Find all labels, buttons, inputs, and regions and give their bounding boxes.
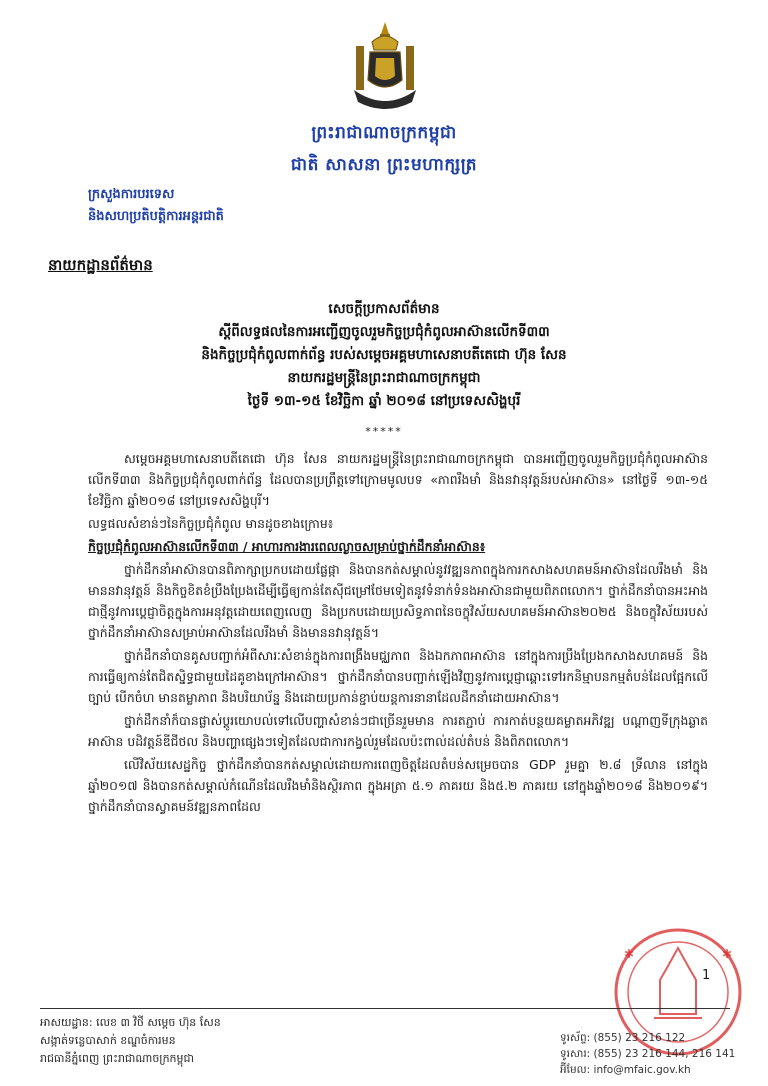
title-subject-line: និងកិច្ចប្រជុំកំពូលពាក់ព័ន្ធ របស់សម្តេចអគ្គមហាសេនាបតីតេជោ ហ៊ុន សែន: [201, 347, 567, 363]
body-paragraph: លើវិស័យសេដ្ឋកិច្ច ថ្នាក់ដឹកនាំបានកត់សម្គាល់ដោយការពេញចិត្តដែលតំបន់សម្រេចបាន GDP រួមគ្នា ២.៨ ទ្រីលាន នៅក្នុងឆ្នាំ២០១៧ និងបានកត់សម្គាល់កំណើនដែលរឹងមាំនិងស្ថិរភាព ក្នុងអត្រា ៥.១ ភាគរយ និង៥.២ ភាគរយ នៅក្នុងឆ្នាំ២០១៨ និង២០១៩។ ថ្នាក់ដឹកនាំបានស្វាគមន៍វឌ្ឍនភាពដែល: [88, 757, 708, 814]
intro-paragraph: សម្តេចអគ្គមហាសេនាបតីតេជោ ហ៊ុន សែន នាយករដ្ឋមន្ត្រីនៃព្រះរាជាណាចក្រកម្ពុជា បានអញ្ជើញចូលរួមកិច្ចប្រជុំកំពូលអាស៊ានលើកទី៣៣ និងកិច្ចប្រជុំកំពូលពាក់ព័ន្ធ ដែលបានប្រព្រឹត្តទៅក្រោមមូលបទ «ភាពរឹងមាំ និងនវានុវត្តន៍របស់អាស៊ាន» នៅថ្ងៃទី ១៣-១៥ ខែវិច្ឆិកា ឆ្នាំ២០១៨ នៅប្រទេសសិង្ហបុរី។: [88, 451, 708, 508]
fax-number: ទូរសារ: (855) 23 216 144, 216 141: [560, 1048, 736, 1060]
footer-contacts: [560, 1030, 740, 1078]
ministry-name-line1: ក្រសួងការបរទេស: [88, 187, 175, 202]
title-subject-line: នាយករដ្ឋមន្ត្រីនៃព្រះរាជាណាចក្រកម្ពុជា: [287, 370, 481, 386]
page-number: 1: [702, 968, 711, 983]
document-body: [88, 448, 708, 819]
footer-divider: [40, 1008, 730, 1009]
body-paragraph: ថ្នាក់ដឹកនាំក៏បានផ្លាស់ប្តូរយោបល់ទៅលើបញ្ហាសំខាន់ៗជាច្រើនរួមមាន ការតភ្ជាប់ ការកាត់បន្ថយគម្លាតអភិវឌ្ឍ បណ្តាញទីក្រុងឆ្លាតអាស៊ាន បដិវត្តន៍ឌីជីថល និងបញ្ហាផ្សេងៗទៀតដែលជាការកង្វល់រួមដែលប៉ះពាល់ដល់តំបន់ និងពិភពលោក។: [88, 713, 708, 749]
svg-text:✱: ✱: [722, 947, 733, 961]
address-line: រាជធានីភ្នំពេញ ព្រះរាជាណាចក្រកម្ពុជា: [40, 1052, 194, 1065]
separator-stars: *****: [365, 425, 403, 438]
phone-number: ទូរស័ព្ទ: (855) 23 216 122: [560, 1032, 686, 1044]
address-line: អាសយដ្ឋាន: លេខ ៣ វិថី សម្តេច ហ៊ុន សែន: [40, 1016, 221, 1029]
footer-address: [40, 1014, 221, 1068]
body-paragraph: ថ្នាក់ដឹកនាំបានគូសបញ្ជាក់អំពីសារៈសំខាន់ក្នុងការពង្រឹងមជ្ឈភាព និងឯកភាពអាស៊ាន នៅក្នុងការប្រឹងប្រែងកសាងសហគមន៍ និងការធ្វើឲ្យកាន់តែជិតស្និទ្ធជាមួយដៃគូខាងក្រៅអាស៊ាន។ ថ្នាក់ដឹកនាំបានបញ្ជាក់ឡើងវិញនូវការប្តេជ្ញាឆ្ពោះទៅរកនិម្មាបនកម្មតំបន់ដែលផ្អែកលើច្បាប់ បើកចំហ មានតម្លាភាព និងបរិយាប័ន្ន និងដោយប្រកាន់ខ្ជាប់យន្តការនានាដែលដឹកនាំដោយអាស៊ាន។: [88, 648, 708, 705]
royal-coat-of-arms-emblem: [352, 20, 418, 116]
email-address: អ៊ីមែល: info@mfaic.gov.kh: [560, 1064, 691, 1076]
press-release-title: សេចក្តីប្រកាសព័ត៌មាន: [328, 301, 440, 317]
body-paragraph: ថ្នាក់ដឹកនាំអាស៊ានបានពិភាក្សាប្រកបដោយផ្លែផ្កា និងបានកត់សម្គាល់នូវវឌ្ឍនភាពក្នុងការកសាងសហគមន៍អាស៊ានដែលរឹងមាំ និងមាននវានុវត្តន៍ និងកិច្ចខិតខំប្រឹងប្រែងដើម្បីធ្វើឲ្យកាន់តែស៊ីជម្រៅថែមទៀតនូវទំនាក់ទំនងអាស៊ានជាមួយពិភពលោក។ ថ្នាក់ដឹកនាំបានអះអាងជាថ្មីនូវការប្តេជ្ញាចិត្តក្នុងការអនុវត្តដោយពេញលេញ និងប្រកបដោយប្រសិទ្ធភាពនៃចក្ខុវិស័យសហគមន៍អាស៊ាន២០២៥ និងចក្ខុវិស័យរបស់ថ្នាក់ដឹកនាំអាស៊ានសម្រាប់អាស៊ានដែលរឹងមាំ និងមាននវានុវត្តន៍។: [88, 562, 708, 640]
section-heading: កិច្ចប្រជុំកំពូលអាស៊ានលើកទី៣៣ / អាហារការងារពេលល្ងាចសម្រាប់ថ្នាក់ដឹកនាំអាស៊ាន៖: [88, 539, 486, 554]
svg-text:✱: ✱: [624, 947, 635, 961]
national-motto: ជាតិ សាសនា ព្រះមហាក្សត្រ: [290, 155, 478, 175]
kingdom-title: ព្រះរាជាណាចក្រកម្ពុជា: [311, 123, 457, 143]
title-subject-line: ស្តីពីលទ្ធផលនៃការអញ្ជើញចូលរួមកិច្ចប្រជុំកំពូលអាស៊ានលើកទី៣៣: [218, 324, 550, 340]
results-intro: លទ្ធផលសំខាន់ៗនៃកិច្ចប្រជុំកំពូល មានដូចខាងក្រោម៖: [88, 516, 334, 531]
address-line: សង្កាត់ទន្លេបាសាក់ ខណ្ឌចំការមន: [40, 1034, 176, 1047]
ministry-name-line2: និងសហប្រតិបត្តិការអន្តរជាតិ: [88, 209, 224, 224]
title-date-line: ថ្ងៃទី ១៣-១៥ ខែវិច្ឆិកា ឆ្នាំ ២០១៨ នៅប្រទេសសិង្ហបុរី: [247, 393, 521, 409]
department-name: នាយកដ្ឋានព័ត៌មាន: [48, 256, 153, 274]
